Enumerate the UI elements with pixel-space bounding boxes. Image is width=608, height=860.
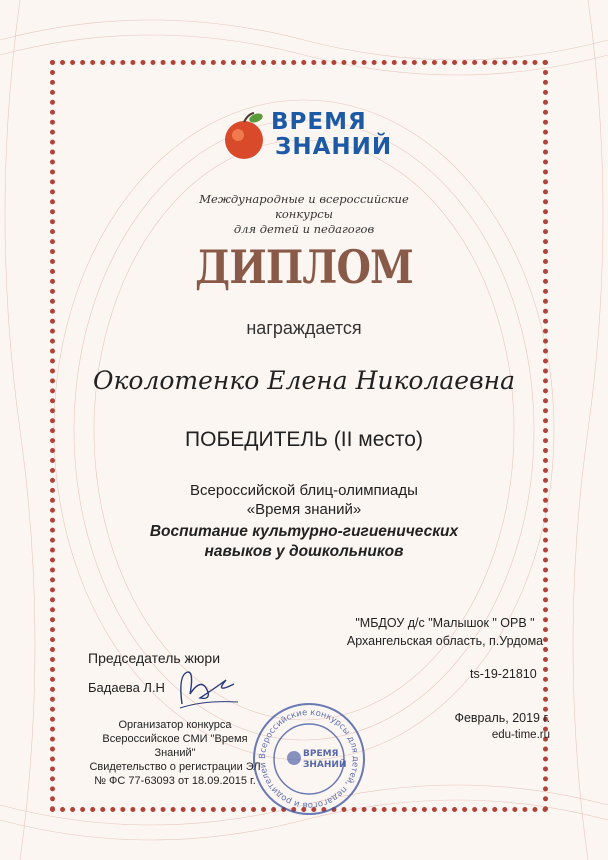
olympiad-topic [0, 522, 608, 562]
signature-icon [174, 664, 244, 714]
institution-address: Архангельская область, п.Урдома [346, 634, 544, 648]
diploma-title: ДИПЛОМ [195, 240, 413, 294]
jury-chair-title: Председатель жюри [88, 650, 221, 666]
jury-chair-name: Бадаева Л.Н [88, 680, 165, 695]
olympiad-topic-line2: навыков у дошкольников [204, 543, 404, 560]
organizer-line2: Всероссийское СМИ "Время Знаний" [102, 733, 248, 759]
stamp-center-line1: ВРЕМЯ [303, 749, 339, 759]
olympiad-topic-line1: Воспитание культурно-гигиенических [149, 523, 459, 540]
document-code: ts-19-21810 [470, 667, 537, 681]
tagline [190, 192, 418, 237]
brand-name-line2: ЗНАНИЙ [275, 134, 393, 160]
tagline-line2: для детей и педагогов [233, 222, 375, 236]
stamp-center-line2: ЗНАНИЙ [303, 760, 347, 770]
issue-date: Февраль, 2019 г. [454, 711, 550, 725]
brand-name-line1: ВРЕМЯ [271, 109, 367, 135]
website: edu-time.ru [491, 729, 550, 741]
institution-block [330, 614, 560, 650]
recipient-name: Околотенко Елена Николаевна [92, 366, 516, 395]
stamp-ring-text: Всероссийские конкурсы для детей, педагогов и родителей [257, 707, 361, 811]
organizer-line4: № ФС 77-63093 от 18.09.2015 г. [94, 775, 256, 787]
institution-name: "МБДОУ д/с "Малышок " ОРВ " [355, 616, 535, 630]
organizer-line1: Организатор конкурса [118, 719, 232, 731]
olympiad-line2: «Время знаний» [246, 501, 362, 518]
place-award: ПОБЕДИТЕЛЬ (II место) [185, 428, 423, 451]
organizer-block [85, 718, 265, 788]
olympiad-line1: Всероссийской блиц-олимпиады [190, 482, 418, 499]
organizer-line3: Свидетельство о регистрации ЭЛ [89, 761, 261, 773]
tagline-line1: Международные и всероссийские конкурсы [199, 192, 409, 221]
awarded-label: награждается [246, 318, 362, 338]
round-stamp-icon [250, 700, 368, 818]
